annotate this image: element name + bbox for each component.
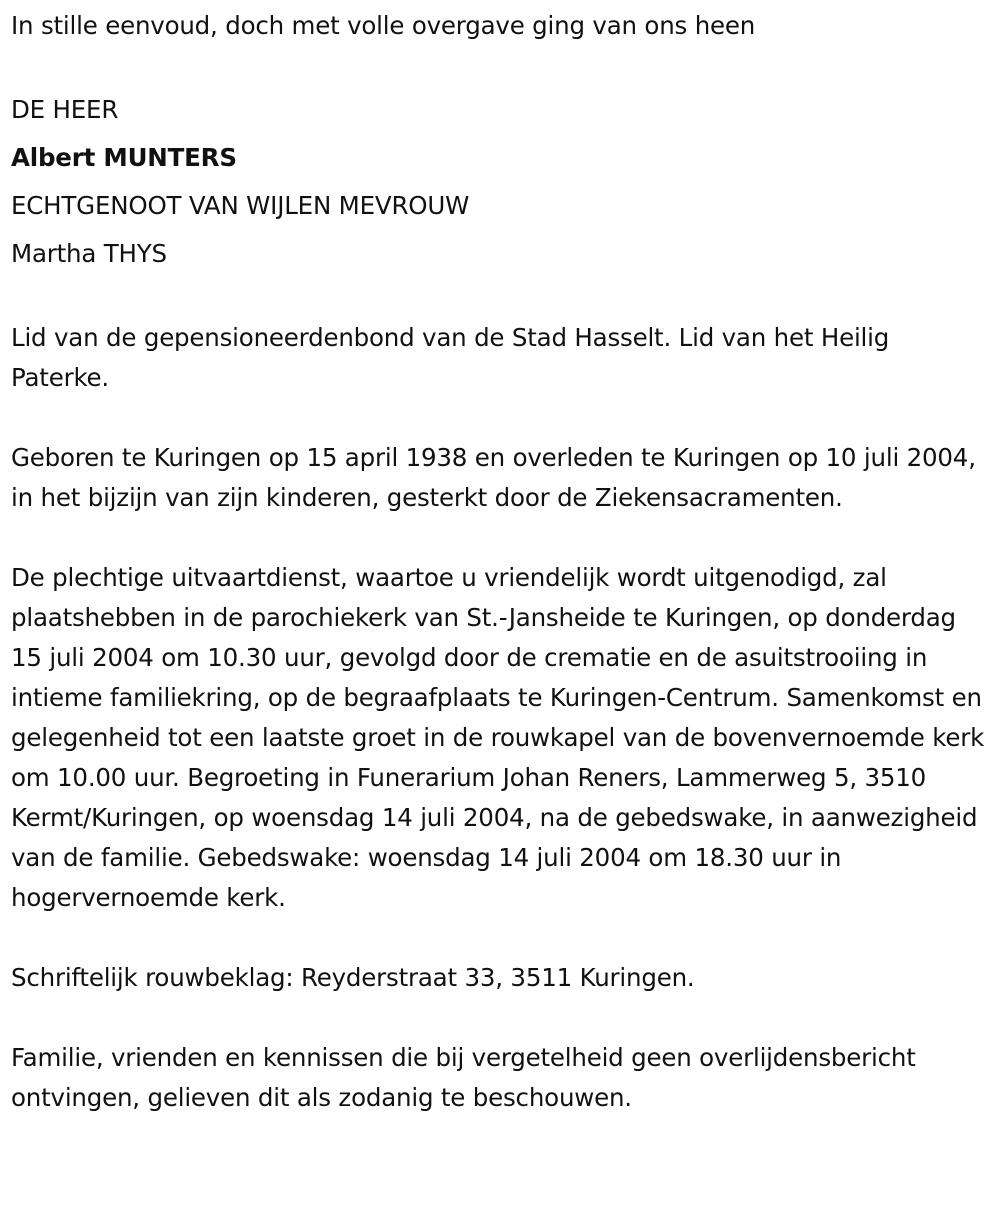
membership-paragraph: Lid van de gepensioneerdenbond van de Stad Hasselt. Lid van het Heilig Paterke. (11, 323, 890, 392)
condolences-paragraph: Schriftelijk rouwbeklag: Reyderstraat 33, 3511 Kuringen. (11, 963, 695, 992)
deceased-name: Albert MUNTERS (11, 143, 237, 172)
funeral-paragraph: De plechtige uitvaartdienst, waartoe u vriendelijk wordt uitgenodigd, zal plaatshebben in de parochiekerk van St.-Jansheide te Kuringen, op donderdag 15 juli 2004 om 10.30 uur, gevolgd door de crematie en de asuitstrooiing in intieme familiekring, op de begraafplaats te Kuringen-Centrum. Samenkomst en gelegenheid tot een laatste groet in de rouwkapel van de bovenvernoemde kerk om 10.00 uur. Begroeting in Funerarium Johan Reners, Lammerweg 5, 3510 Kermt/Kuringen, op woensdag 14 juli 2004, na de gebedswake, in aanwezigheid van de familie. Gebedswake: woensdag 14 juli 2004 om 18.30 uur in hogervernoemde kerk. (11, 563, 985, 912)
title-line: DE HEER (11, 95, 119, 124)
obituary-notice (11, 6, 986, 1118)
spouse-title: ECHTGENOOT VAN WIJLEN MEVROUW (11, 191, 470, 220)
birth-death-paragraph: Geboren te Kuringen op 15 april 1938 en overleden te Kuringen op 10 juli 2004, in het bijzijn van zijn kinderen, gesterkt door de Ziekensacramenten. (11, 443, 976, 512)
spouse-name: Martha THYS (11, 239, 167, 268)
closing-paragraph: Familie, vrienden en kennissen die bij vergetelheid geen overlijdensbericht ontvingen, gelieven dit als zodanig te beschouwen. (11, 1043, 916, 1112)
intro-line: In stille eenvoud, doch met volle overgave ging van ons heen (11, 11, 756, 40)
